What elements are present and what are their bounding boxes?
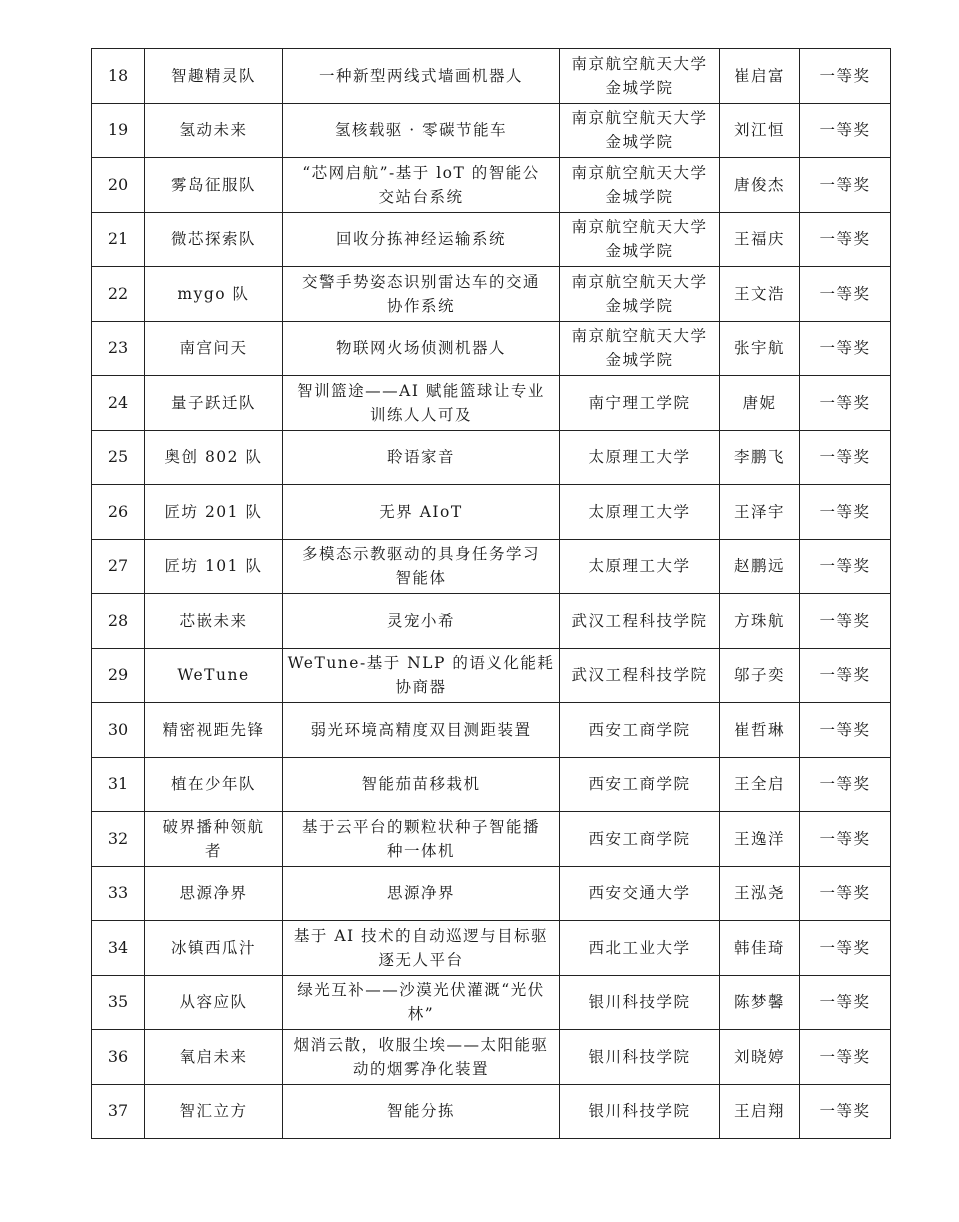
award-level: 一等奖 [800,430,891,485]
table-row [92,1030,891,1085]
team-name: 精密视距先锋 [145,703,283,758]
row-number: 20 [92,158,145,213]
school-name: 西安工商学院 [560,703,720,758]
project-name: 智能分拣 [283,1084,560,1139]
project-name: 弱光环境高精度双目测距装置 [283,703,560,758]
project-name: 基于云平台的颗粒状种子智能播 种一体机 [283,812,560,867]
project-name: 物联网火场侦测机器人 [283,321,560,376]
row-number: 34 [92,921,145,976]
project-name: 聆语家音 [283,430,560,485]
award-level: 一等奖 [800,485,891,540]
school-name: 西安工商学院 [560,757,720,812]
row-number: 37 [92,1084,145,1139]
row-number: 32 [92,812,145,867]
award-level: 一等奖 [800,321,891,376]
contact-person: 刘江恒 [720,103,800,158]
school-name: 太原理工大学 [560,485,720,540]
team-name: 量子跃迁队 [145,376,283,431]
project-name: 智能茄苗移栽机 [283,757,560,812]
project-name: WeTune-基于 NLP 的语义化能耗 协商器 [283,648,560,703]
team-name: 冰镇西瓜汁 [145,921,283,976]
team-name: 植在少年队 [145,757,283,812]
team-name: 氧启未来 [145,1030,283,1085]
contact-person: 王福庆 [720,212,800,267]
project-name: 无界 AIoT [283,485,560,540]
school-name: 南宁理工学院 [560,376,720,431]
row-number: 25 [92,430,145,485]
school-name: 太原理工大学 [560,430,720,485]
team-name: 氢动未来 [145,103,283,158]
school-name: 银川科技学院 [560,1084,720,1139]
table-row [92,594,891,649]
table-row [92,866,891,921]
school-name: 西安工商学院 [560,812,720,867]
award-level: 一等奖 [800,866,891,921]
award-level: 一等奖 [800,975,891,1030]
table-row [92,703,891,758]
school-name: 银川科技学院 [560,1030,720,1085]
award-level: 一等奖 [800,212,891,267]
project-name: 智训篮途——AI 赋能篮球让专业 训练人人可及 [283,376,560,431]
row-number: 19 [92,103,145,158]
table-row [92,267,891,322]
table-row [92,648,891,703]
table-row [92,158,891,213]
team-name: 微芯探索队 [145,212,283,267]
team-name: 芯嵌未来 [145,594,283,649]
school-name: 南京航空航天大学 金城学院 [560,267,720,322]
school-name: 南京航空航天大学 金城学院 [560,158,720,213]
award-level: 一等奖 [800,594,891,649]
project-name: 烟消云散，收服尘埃——太阳能驱 动的烟雾净化装置 [283,1030,560,1085]
project-name: 氢核载驱 · 零碳节能车 [283,103,560,158]
contact-person: 李鹏飞 [720,430,800,485]
school-name: 南京航空航天大学 金城学院 [560,321,720,376]
table-row [92,812,891,867]
row-number: 18 [92,49,145,104]
contact-person: 邬子奕 [720,648,800,703]
team-name: 奥创 802 队 [145,430,283,485]
award-level: 一等奖 [800,1030,891,1085]
row-number: 35 [92,975,145,1030]
project-name: 思源净界 [283,866,560,921]
team-name: 从容应队 [145,975,283,1030]
contact-person: 崔哲琳 [720,703,800,758]
table-row [92,1084,891,1139]
school-name: 南京航空航天大学 金城学院 [560,103,720,158]
table-row [92,539,891,594]
table-row [92,321,891,376]
table-row [92,212,891,267]
awards-table [91,48,891,1139]
row-number: 21 [92,212,145,267]
contact-person: 张宇航 [720,321,800,376]
table-row [92,921,891,976]
contact-person: 唐妮 [720,376,800,431]
project-name: 一种新型两线式墙画机器人 [283,49,560,104]
contact-person: 刘晓婷 [720,1030,800,1085]
contact-person: 陈梦馨 [720,975,800,1030]
row-number: 22 [92,267,145,322]
table-row [92,485,891,540]
project-name: “芯网启航”-基于 loT 的智能公 交站台系统 [283,158,560,213]
table-row [92,975,891,1030]
contact-person: 王逸洋 [720,812,800,867]
award-level: 一等奖 [800,812,891,867]
project-name: 多模态示教驱动的具身任务学习 智能体 [283,539,560,594]
team-name: mygo 队 [145,267,283,322]
table-row [92,49,891,104]
award-level: 一等奖 [800,648,891,703]
team-name: WeTune [145,648,283,703]
row-number: 23 [92,321,145,376]
team-name: 破界播种领航 者 [145,812,283,867]
school-name: 银川科技学院 [560,975,720,1030]
table-row [92,430,891,485]
row-number: 36 [92,1030,145,1085]
award-level: 一等奖 [800,158,891,213]
project-name: 交警手势姿态识别雷达车的交通 协作系统 [283,267,560,322]
award-level: 一等奖 [800,103,891,158]
row-number: 26 [92,485,145,540]
award-level: 一等奖 [800,921,891,976]
team-name: 智趣精灵队 [145,49,283,104]
row-number: 29 [92,648,145,703]
contact-person: 方珠航 [720,594,800,649]
school-name: 武汉工程科技学院 [560,648,720,703]
team-name: 南宫问天 [145,321,283,376]
contact-person: 崔启富 [720,49,800,104]
team-name: 智汇立方 [145,1084,283,1139]
contact-person: 王全启 [720,757,800,812]
awards-table-body [92,49,891,1139]
contact-person: 王泓尧 [720,866,800,921]
row-number: 33 [92,866,145,921]
award-level: 一等奖 [800,267,891,322]
award-level: 一等奖 [800,376,891,431]
project-name: 基于 AI 技术的自动巡逻与目标驱 逐无人平台 [283,921,560,976]
school-name: 西安交通大学 [560,866,720,921]
contact-person: 韩佳琦 [720,921,800,976]
row-number: 27 [92,539,145,594]
contact-person: 王启翔 [720,1084,800,1139]
school-name: 西北工业大学 [560,921,720,976]
team-name: 思源净界 [145,866,283,921]
award-level: 一等奖 [800,1084,891,1139]
award-level: 一等奖 [800,757,891,812]
table-row [92,757,891,812]
contact-person: 王文浩 [720,267,800,322]
table-row [92,103,891,158]
team-name: 雾岛征服队 [145,158,283,213]
contact-person: 唐俊杰 [720,158,800,213]
team-name: 匠坊 201 队 [145,485,283,540]
table-row [92,376,891,431]
school-name: 南京航空航天大学 金城学院 [560,212,720,267]
school-name: 太原理工大学 [560,539,720,594]
school-name: 南京航空航天大学 金城学院 [560,49,720,104]
award-level: 一等奖 [800,703,891,758]
team-name: 匠坊 101 队 [145,539,283,594]
project-name: 绿光互补——沙漠光伏灌溉“光伏 林” [283,975,560,1030]
row-number: 30 [92,703,145,758]
award-level: 一等奖 [800,539,891,594]
award-level: 一等奖 [800,49,891,104]
contact-person: 王泽宇 [720,485,800,540]
contact-person: 赵鹏远 [720,539,800,594]
row-number: 28 [92,594,145,649]
row-number: 31 [92,757,145,812]
school-name: 武汉工程科技学院 [560,594,720,649]
project-name: 回收分拣神经运输系统 [283,212,560,267]
row-number: 24 [92,376,145,431]
project-name: 灵宠小希 [283,594,560,649]
